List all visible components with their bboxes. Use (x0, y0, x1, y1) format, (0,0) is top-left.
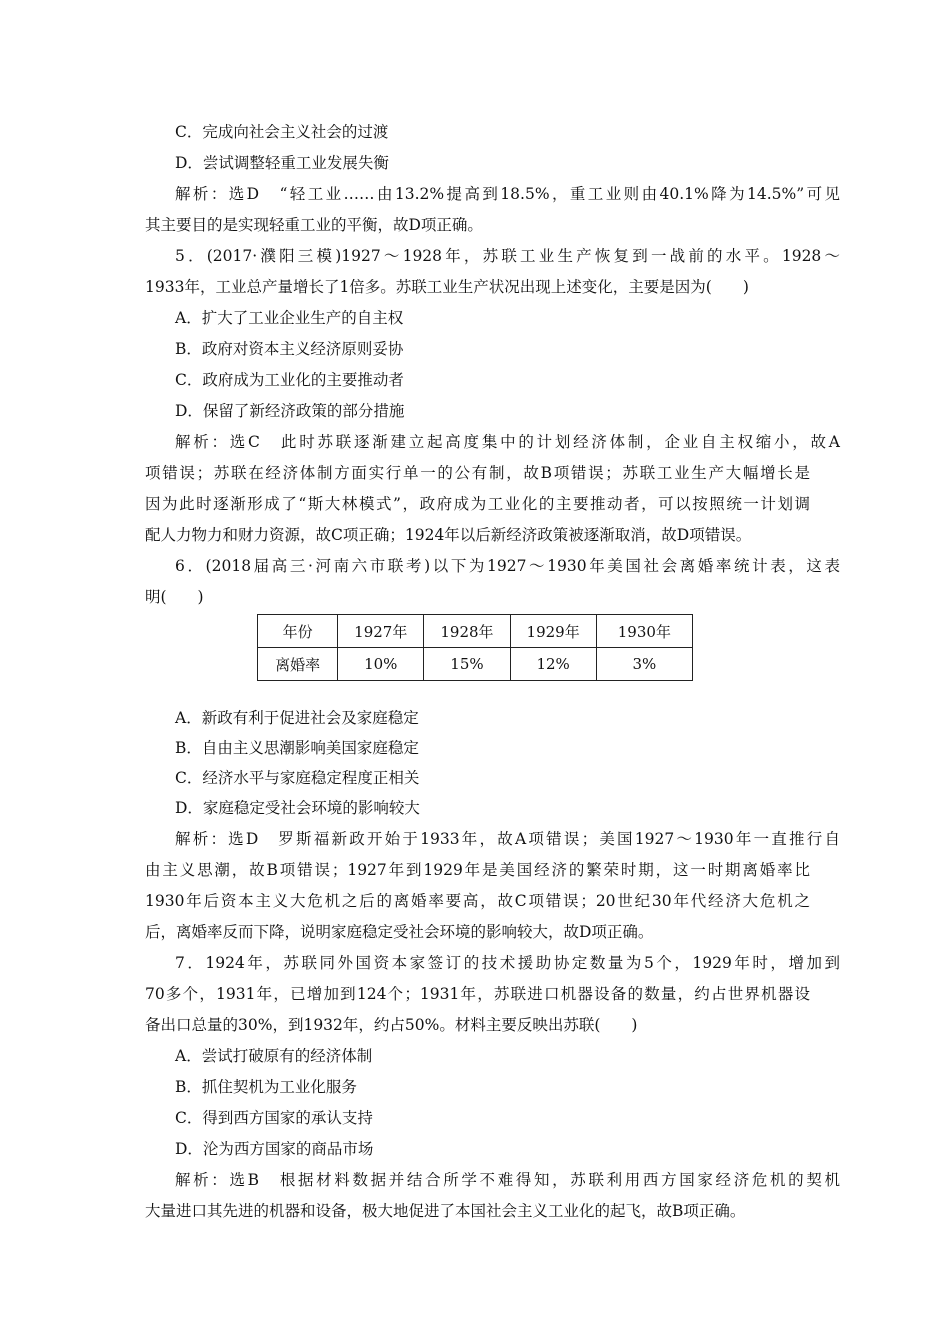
table-cell: 15% (424, 648, 510, 681)
table-cell: 1930年 (596, 615, 692, 648)
table-cell: 1929年 (510, 615, 596, 648)
q7-stem-line-2: 70多个，1931年，已增加到124个；1931年，苏联进口机器设备的数量，约占世界机器设 (145, 985, 810, 1003)
q6-option-a: A．新政有利于促进社会及家庭稳定 (175, 709, 419, 727)
q6-option-c: C．经济水平与家庭稳定程度正相关 (175, 769, 420, 787)
q7-option-a: A．尝试打破原有的经济体制 (175, 1047, 373, 1065)
divorce-rate-table (257, 614, 693, 681)
q6-stem-line-2: 明( ) (145, 588, 204, 606)
table-header-row (258, 615, 693, 648)
q5-option-c: C．政府成为工业化的主要推动者 (175, 371, 404, 389)
q7-analysis-line-1: 解析：选B 根据材料数据并结合所学不难得知，苏联利用西方国家经济危机的契机 (175, 1171, 840, 1189)
q5-analysis-line-1: 解析：选C 此时苏联逐渐建立起高度集中的计划经济体制，企业自主权缩小，故A (175, 433, 840, 451)
q5-option-b: B．政府对资本主义经济原则妥协 (175, 340, 404, 358)
q5-option-d: D．保留了新经济政策的部分措施 (175, 402, 405, 420)
q5-stem-line-1: 5．(2017·濮阳三模)1927～1928年，苏联工业生产恢复到一战前的水平。1928～ (175, 247, 840, 265)
table-cell: 年份 (258, 615, 338, 648)
table-row (258, 648, 693, 681)
table-cell: 1927年 (338, 615, 424, 648)
q6-analysis-line-2: 由主义思潮，故B项错误；1927年到1929年是美国经济的繁荣时期，这一时期离婚率比 (145, 861, 810, 879)
table-cell: 12% (510, 648, 596, 681)
q4-option-d: D．尝试调整轻重工业发展失衡 (175, 154, 389, 172)
q7-option-b: B．抓住契机为工业化服务 (175, 1078, 357, 1096)
q5-analysis-line-4: 配人力物力和财力资源，故C项正确；1924年以后新经济政策被逐渐取消，故D项错误。 (145, 526, 752, 544)
q6-option-d: D．家庭稳定受社会环境的影响较大 (175, 799, 420, 817)
q4-option-c: C．完成向社会主义社会的过渡 (175, 123, 389, 141)
q4-analysis-line-2: 其主要目的是实现轻重工业的平衡，故D项正确。 (145, 216, 483, 234)
q7-option-d: D．沦为西方国家的商品市场 (175, 1140, 374, 1158)
table-cell: 10% (338, 648, 424, 681)
q6-analysis-line-4: 后，离婚率反而下降，说明家庭稳定受社会环境的影响较大，故D项正确。 (145, 923, 654, 941)
q7-option-c: C．得到西方国家的承认支持 (175, 1109, 373, 1127)
q5-analysis-line-2: 项错误；苏联在经济体制方面实行单一的公有制，故B项错误；苏联工业生产大幅增长是 (145, 464, 810, 482)
q7-stem-line-3: 备出口总量的30%，到1932年，约占50%。材料主要反映出苏联( ) (145, 1016, 638, 1034)
table-cell: 1928年 (424, 615, 510, 648)
table-cell: 3% (596, 648, 692, 681)
q5-option-a: A．扩大了工业企业生产的自主权 (175, 309, 404, 327)
q4-analysis-line-1: 解析：选D “轻工业……由13.2%提高到18.5%，重工业则由40.1%降为14.5%”可见 (175, 185, 840, 203)
table-cell: 离婚率 (258, 648, 338, 681)
q7-stem-line-1: 7．1924年，苏联同外国资本家签订的技术援助协定数量为5个，1929年时，增加到 (175, 954, 840, 972)
q5-stem-line-2: 1933年，工业总产量增长了1倍多。苏联工业生产状况出现上述变化，主要是因为( ) (145, 278, 749, 296)
q6-stem-line-1: 6．(2018届高三·河南六市联考)以下为1927～1930年美国社会离婚率统计表，这表 (175, 557, 840, 575)
q5-analysis-line-3: 因为此时逐渐形成了“斯大林模式”，政府成为工业化的主要推动者，可以按照统一计划调 (145, 495, 810, 513)
q6-option-b: B．自由主义思潮影响美国家庭稳定 (175, 739, 419, 757)
q7-analysis-line-2: 大量进口其先进的机器和设备，极大地促进了本国社会主义工业化的起飞，故B项正确。 (145, 1202, 746, 1220)
q6-analysis-line-3: 1930年后资本主义大危机之后的离婚率要高，故C项错误；20世纪30年代经济大危机之 (145, 892, 810, 910)
q6-analysis-line-1: 解析：选D 罗斯福新政开始于1933年，故A项错误；美国1927～1930年一直推行自 (175, 830, 840, 848)
